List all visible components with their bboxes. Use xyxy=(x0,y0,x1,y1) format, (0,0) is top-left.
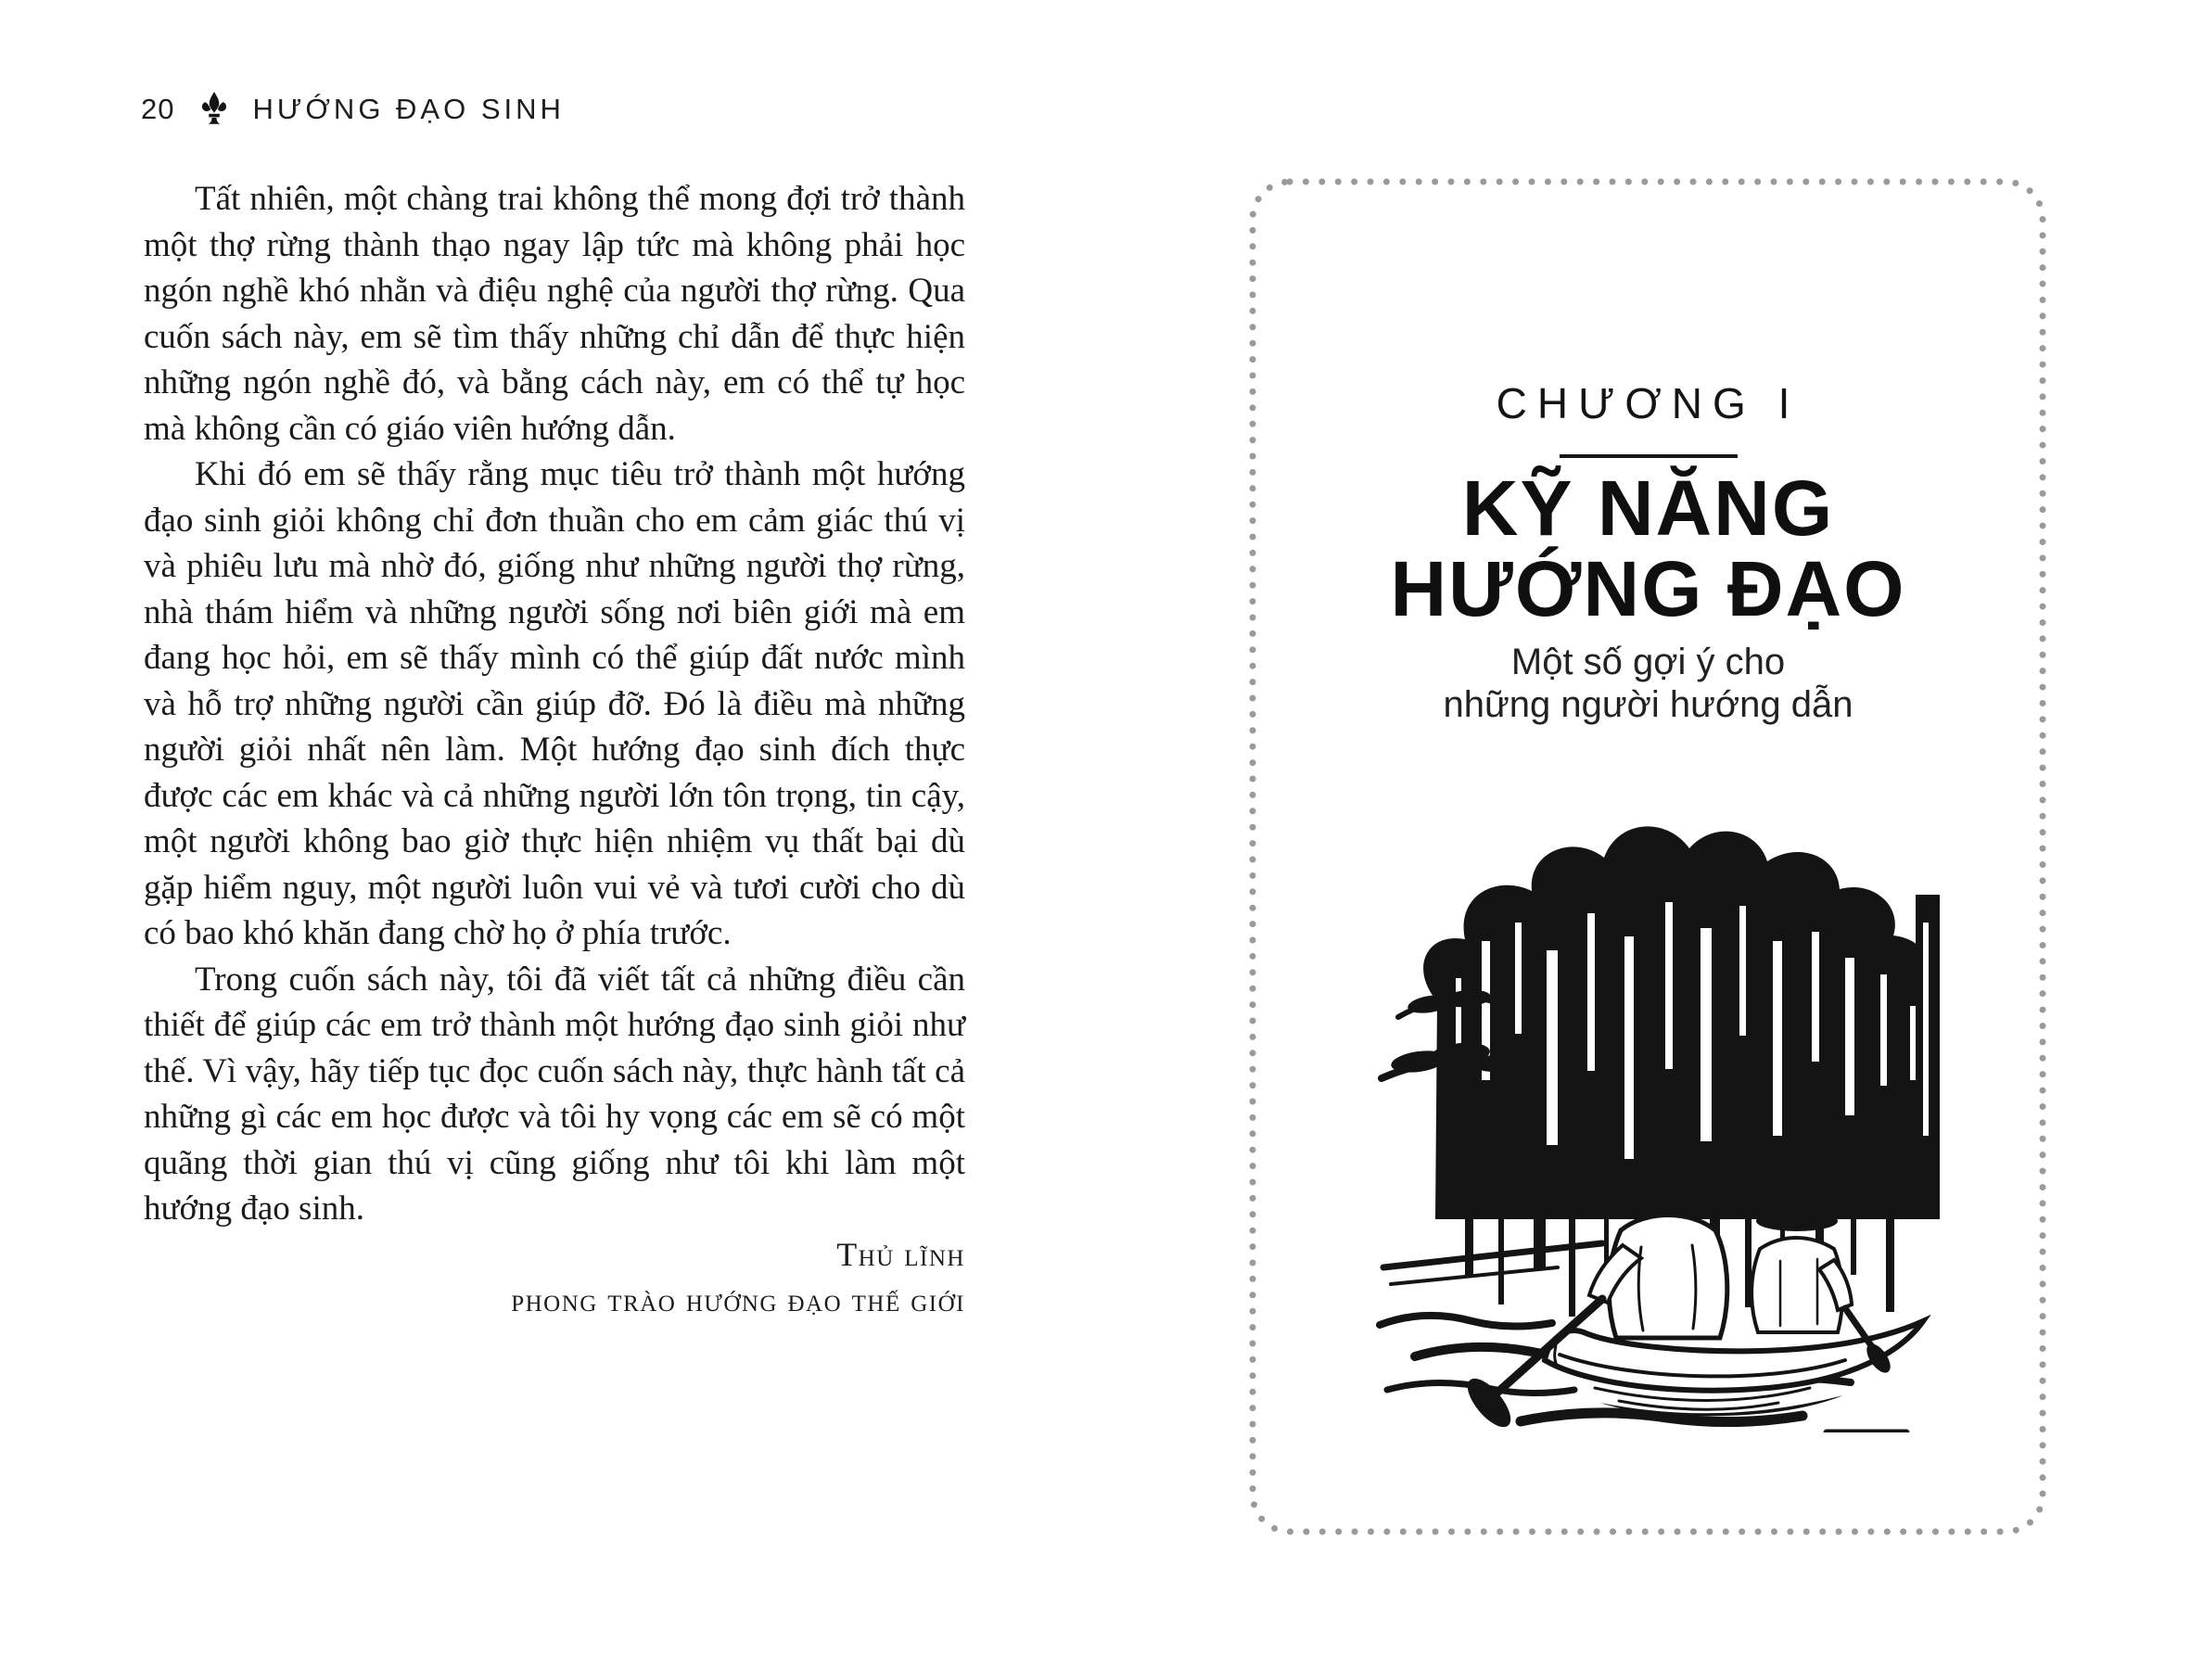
body-text-column xyxy=(144,176,965,1324)
paragraph: Trong cuốn sách này, tôi đã viết tất cả những điều cần thiết để giúp các em trở thành một hướng đạo sinh giỏi như thế. Vì vậy, hãy tiếp tục đọc cuốn sách này, thực hành tất cả những gì các em học được và tôi hy vọng các em sẽ có một quãng thời gian thú vị cũng giống như tôi khi làm một hướng đạo sinh. xyxy=(144,960,965,1228)
signature-block xyxy=(144,1232,965,1324)
scouts-canoe-forest-illustration xyxy=(1326,783,1975,1432)
paragraph: Khi đó em sẽ thấy rằng mục tiêu trở thành một hướng đạo sinh giỏi không chỉ đơn thuần cho em cảm giác thú vị và phiêu lưu mà nhờ đó, giống như những người thợ rừng, nhà thám hiểm và những người sống nơi biên giới mà em đang học hỏi, em sẽ thấy mình có thể giúp đất nước mình và hỗ trợ những người cần giúp đỡ. Đó là điều mà những người giỏi nhất nên làm. Một hướng đạo sinh đích thực được các em khác và cả những người lớn tôn trọng, tin cậy, một người không bao giờ thực hiện nhiệm vụ thất bại dù gặp hiểm nguy, một người luôn vui vẻ và tươi cười cho dù có bao khó khăn đang chờ họ ở phía trước. xyxy=(144,455,965,952)
paragraph: Tất nhiên, một chàng trai không thể mong đợi trở thành một thợ rừng thành thạo ngay lập tức mà không phải học ngón nghề khó nhằn và điệu nghệ của người thợ rừng. Qua cuốn sách này, em sẽ tìm thấy những chỉ dẫn để thực hiện những ngón nghề đó, và bằng cách này, em có thể tự học mà không cần có giáo viên hướng dẫn. xyxy=(144,180,965,448)
chapter-rule-divider xyxy=(1560,454,1738,458)
chapter-subtitle-line1: Một số gợi ý cho xyxy=(1510,642,1786,682)
running-head xyxy=(141,91,565,128)
page-number: 20 xyxy=(141,93,175,125)
running-head-title: HƯỚNG ĐẠO SINH xyxy=(252,93,565,125)
signature-organization: phong trào hướng đạo thế giới xyxy=(511,1281,965,1318)
chapter-label: CHƯƠNG I xyxy=(1496,379,1801,427)
chapter-subtitle-line2: những người hướng dẫn xyxy=(1443,684,1853,725)
fleur-de-lis-icon xyxy=(198,91,230,128)
chapter-title-line1: KỸ NĂNG xyxy=(1461,465,1835,552)
chapter-title-line2: HƯỚNG ĐẠO xyxy=(1390,545,1906,632)
signature-title: Thủ lĩnh xyxy=(836,1235,965,1273)
